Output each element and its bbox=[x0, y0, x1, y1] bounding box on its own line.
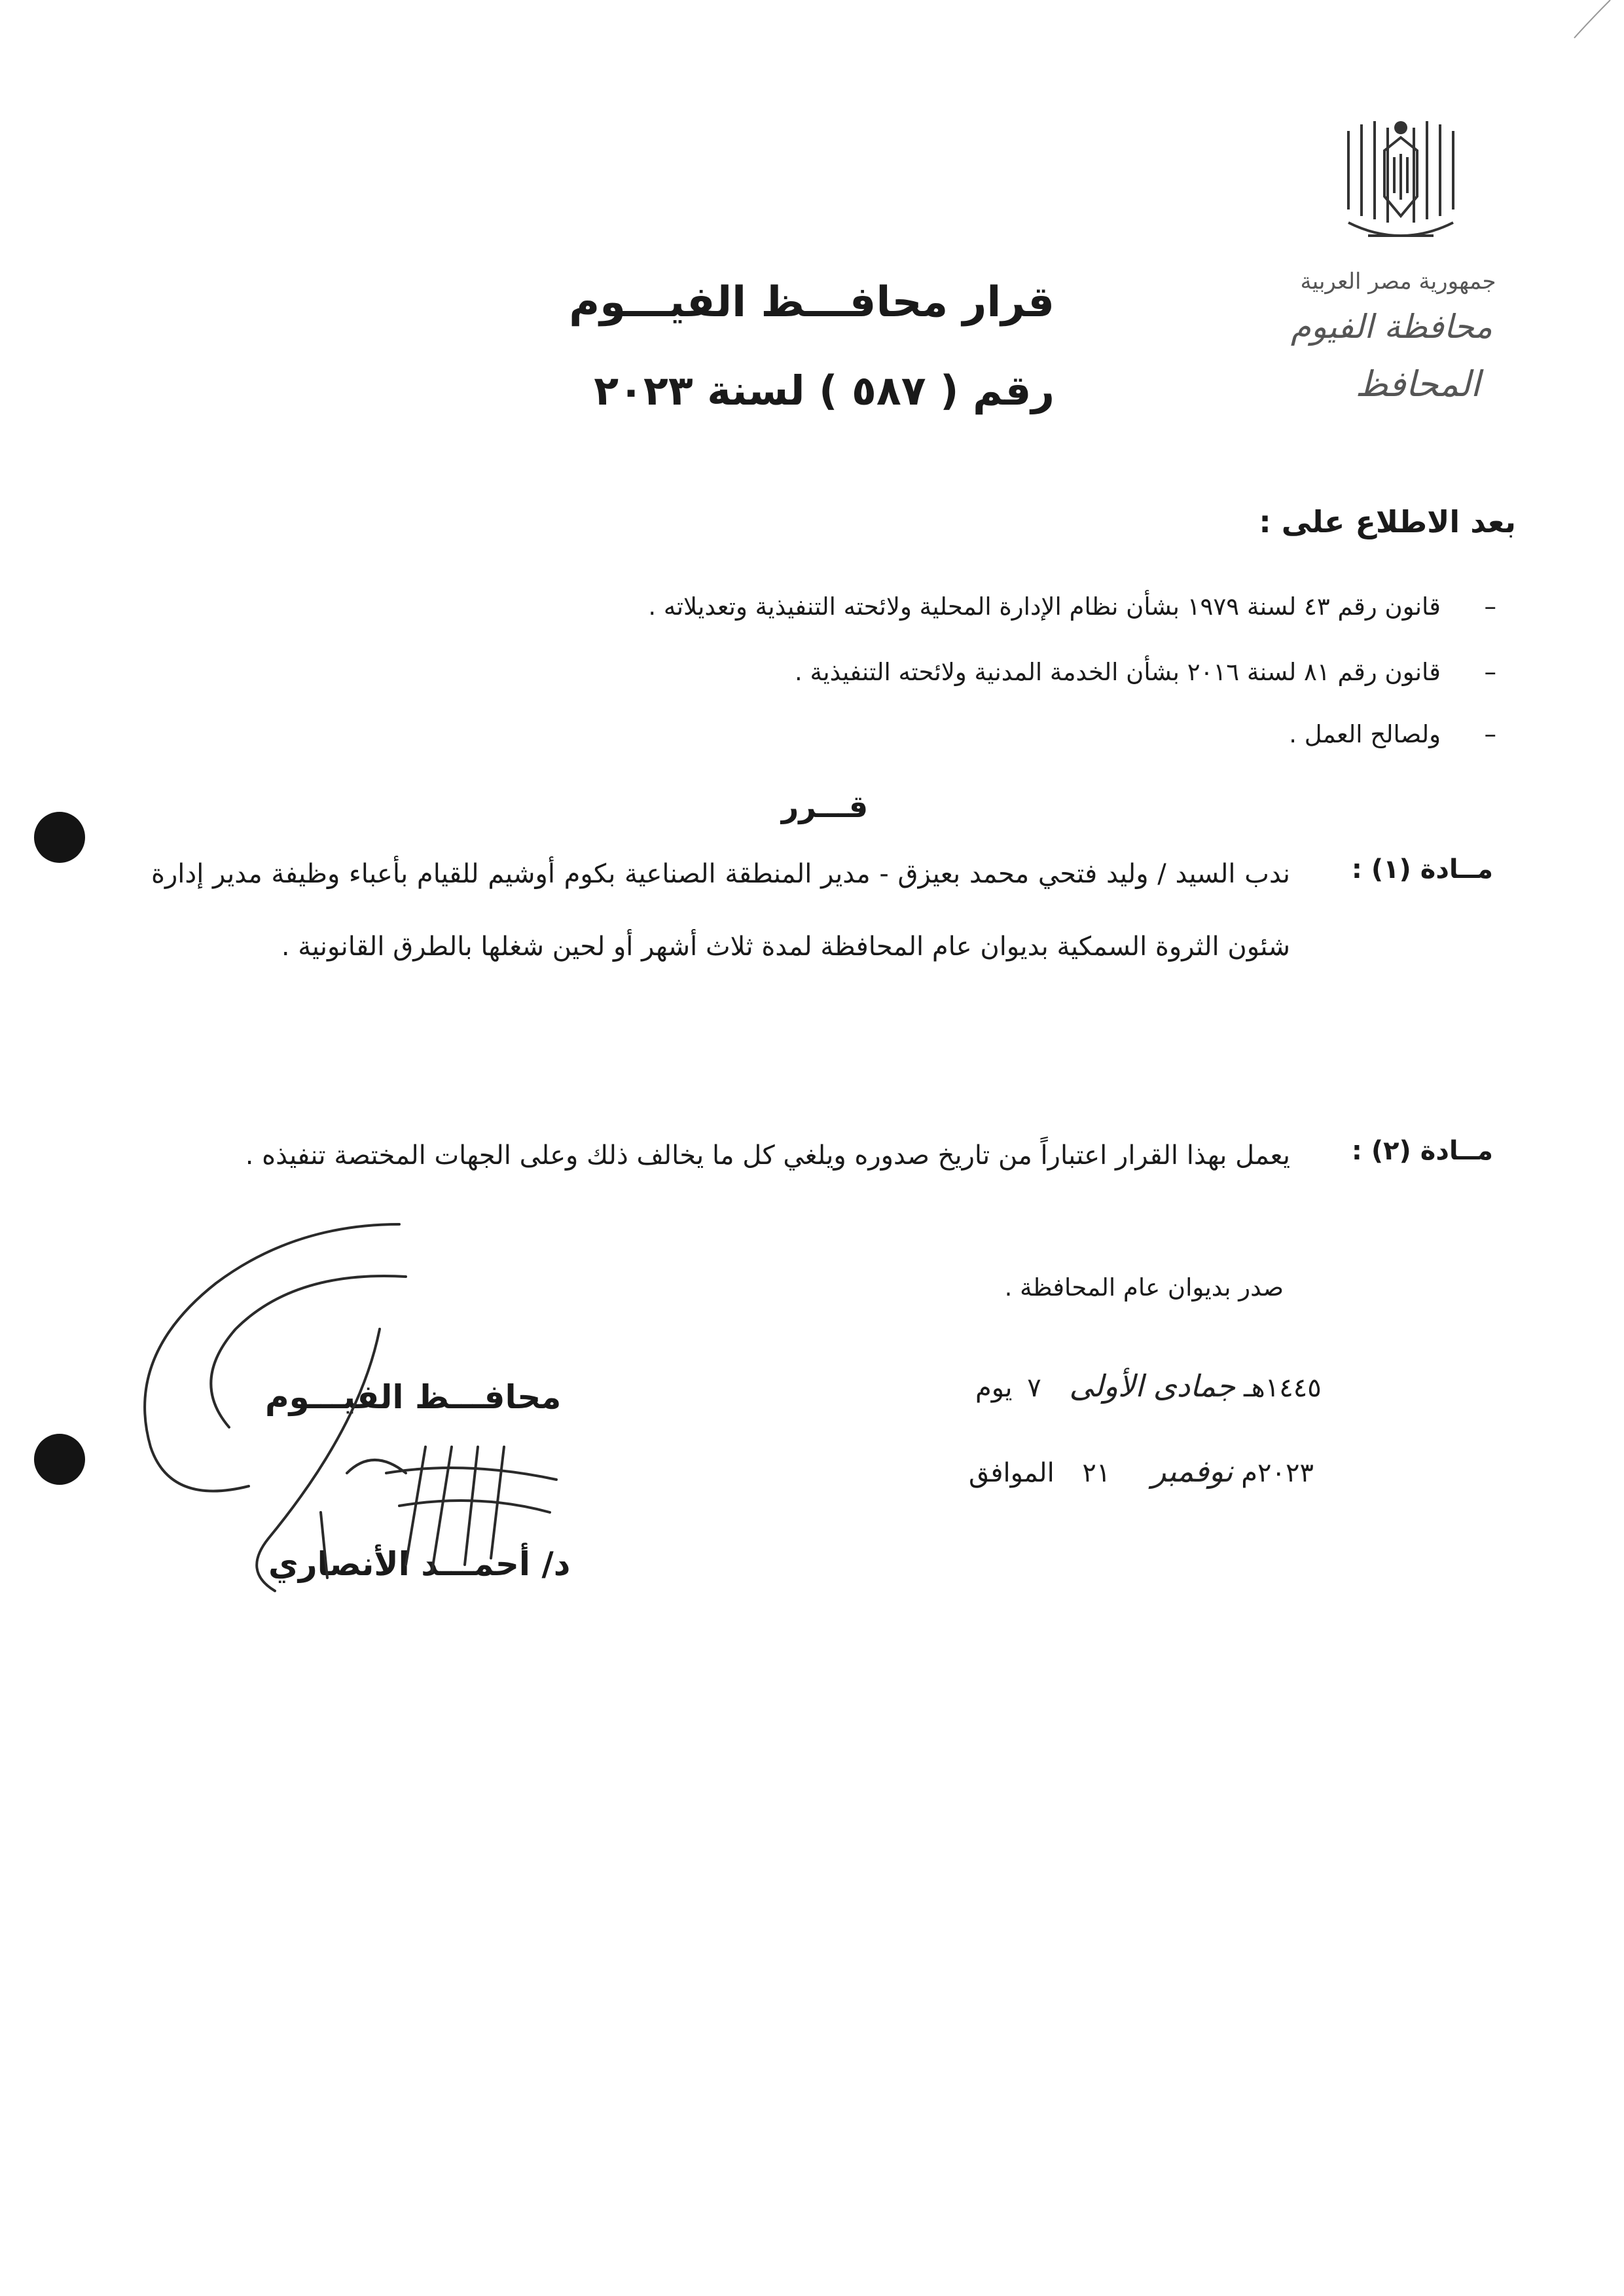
issued-at: صدر بديوان عام المحافظة . bbox=[1004, 1273, 1284, 1302]
article-1-text: ندب السيد / وليد فتحي محمد بعيزق - مدير المنطقة الصناعية بكوم أوشيم للقيام بأعباء وظيفة مدير إدارة شئون الثروة السمكية بديوان عام المحافظة لمدة ثلاث أشهر أو لحين شغلها بالطرق القانونية . bbox=[151, 859, 1290, 962]
scan-corner-mark bbox=[1571, 0, 1624, 39]
decree-number: رقم ( ٥٨٧ ) لسنة ٢٠٢٣ bbox=[594, 367, 1055, 414]
reference-item: قانون رقم ٤٣ لسنة ١٩٧٩ بشأن نظام الإدارة المحلية ولائحته التنفيذية وتعديلاته . bbox=[648, 592, 1441, 621]
decision-heading: قـــرر bbox=[781, 789, 869, 824]
decree-title: قرار محافـــظ الفيـــوم bbox=[569, 278, 1055, 327]
hijri-date bbox=[969, 1368, 1322, 1404]
hijri-year: ١٤٤٥هـ bbox=[1243, 1373, 1322, 1403]
signatory-title: محافـــظ الفيـــوم bbox=[265, 1378, 562, 1416]
handwritten-signature bbox=[98, 1198, 596, 1656]
hijri-day: ٧ bbox=[1027, 1373, 1041, 1403]
article-2-text: يعمل بهذا القرار اعتباراً من تاريخ صدوره ويلغي كل ما يخالف ذلك وعلى الجهات المختصة تنفيذه . bbox=[245, 1140, 1290, 1171]
punch-hole-top bbox=[34, 812, 85, 863]
letterhead-governorate: محافظة الفيوم bbox=[1290, 308, 1493, 346]
article-2-label: مــادة (٢) : bbox=[1351, 1136, 1493, 1166]
reference-item: قانون رقم ٨١ لسنة ٢٠١٦ بشأن الخدمة المدنية ولائحته التنفيذية . bbox=[794, 658, 1441, 686]
gregorian-year: ٢٠٢٣م bbox=[1241, 1458, 1314, 1488]
reference-item: ولصالح العمل . bbox=[1289, 720, 1441, 748]
letterhead-country: جمهورية مصر العربية bbox=[1300, 268, 1496, 295]
hijri-month: جمادى الأولى bbox=[1069, 1368, 1236, 1404]
hijri-prefix: يوم bbox=[975, 1373, 1013, 1403]
list-bullet: – bbox=[1484, 592, 1496, 621]
preamble-intro: بعد الاطلاع على : bbox=[1259, 504, 1516, 539]
letterhead-office: المحافظ bbox=[1355, 363, 1481, 405]
list-bullet: – bbox=[1484, 658, 1496, 686]
list-bullet: – bbox=[1484, 720, 1496, 748]
signatory-name: د/ أحمـــد الأنصاري bbox=[268, 1545, 571, 1583]
gregorian-day: ٢١ bbox=[1082, 1458, 1111, 1488]
article-1-label: مــادة (١) : bbox=[1351, 854, 1493, 884]
gregorian-prefix: الموافق bbox=[969, 1458, 1055, 1488]
punch-hole-bottom bbox=[34, 1434, 85, 1485]
gregorian-date bbox=[969, 1453, 1314, 1489]
gregorian-month: نوفمبر bbox=[1151, 1453, 1233, 1489]
eagle-emblem-icon bbox=[1322, 111, 1479, 268]
